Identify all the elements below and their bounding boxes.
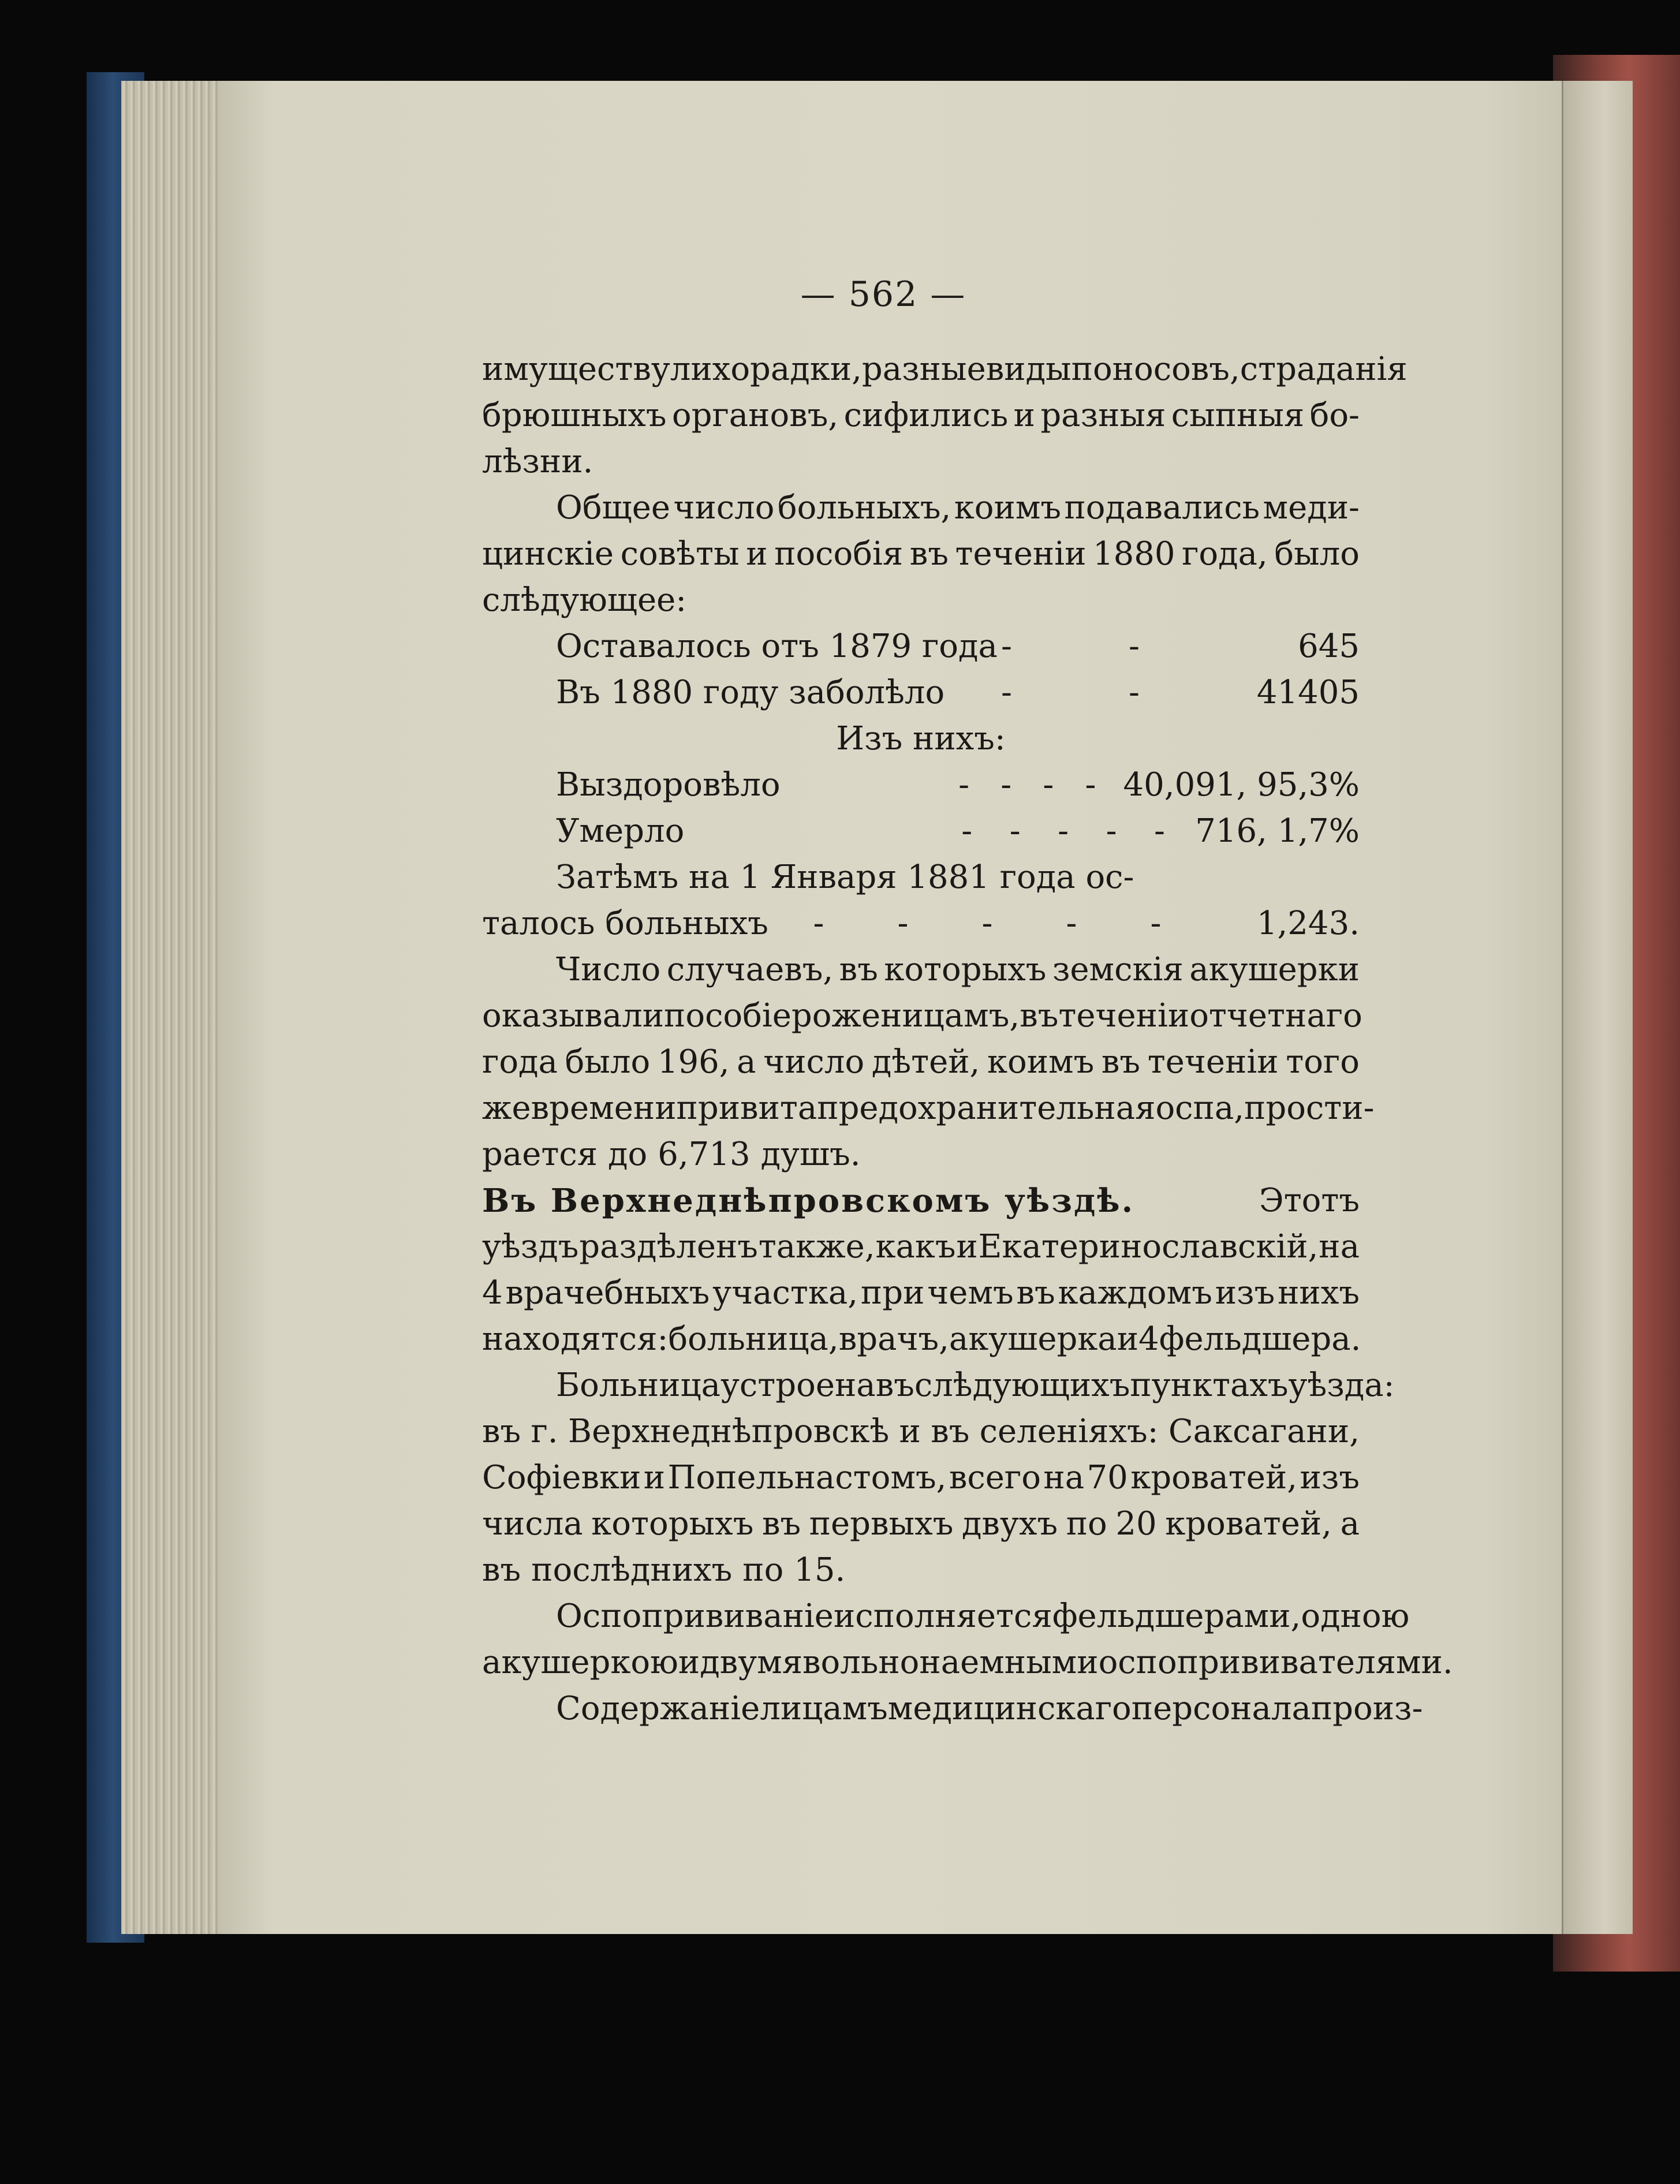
word: 15. [794, 1551, 846, 1589]
word: 4 [1138, 1320, 1159, 1358]
district-heading-line [482, 1178, 1360, 1224]
word: цинскіе [482, 535, 614, 573]
word: врачъ, [838, 1320, 949, 1358]
subheading: Изъ нихъ: [836, 720, 1006, 757]
word: рается [482, 1136, 598, 1173]
word: Оспопрививаніе [556, 1597, 834, 1635]
word: исполняется [833, 1597, 1052, 1635]
word: пособія [774, 535, 904, 573]
word: отчетнаго [1189, 997, 1362, 1035]
word: Верхнеднѣпровскѣ [568, 1413, 890, 1450]
stat-dashes [931, 670, 1209, 716]
word: 1880 [1092, 535, 1175, 573]
stat-value: 716, 1,7% [1195, 812, 1360, 850]
word: совѣты [620, 535, 740, 573]
stat-row [482, 808, 1360, 854]
dash: - [1106, 812, 1117, 850]
word: персонала [1131, 1690, 1311, 1727]
text-line [482, 393, 1360, 439]
word: въ [1016, 1274, 1055, 1312]
word: числа [482, 1505, 583, 1543]
word: уѣздъ [482, 1228, 579, 1265]
stat-label: Въ 1880 году заболѣло [556, 674, 945, 711]
word: послѣднихъ [531, 1551, 733, 1589]
text-line [482, 1224, 1360, 1270]
word: участка, [712, 1274, 858, 1312]
text-line [482, 485, 1360, 531]
text-line [482, 1409, 1360, 1455]
word: и [1117, 1320, 1139, 1358]
page-text [482, 346, 1453, 1732]
word: Больница [556, 1367, 720, 1404]
word: оказывали [482, 997, 664, 1035]
word: больница, [668, 1320, 839, 1358]
word: Содержаніе [556, 1690, 760, 1727]
word: въ [839, 951, 878, 988]
text-line [482, 1270, 1360, 1316]
word: акушерка [949, 1320, 1117, 1358]
dash: - [958, 766, 970, 804]
word: времени [531, 1089, 677, 1127]
district-heading: Въ Верхнеднѣпровскомъ уѣздѣ. [482, 1182, 1135, 1220]
text-line [482, 1316, 1360, 1362]
word: виды [985, 350, 1072, 388]
stat-row [482, 624, 1360, 670]
page-number: — 562 — [800, 274, 966, 315]
word: Саксагани, [1168, 1413, 1360, 1450]
word: фельдшера. [1159, 1320, 1361, 1358]
word: акушерки [1189, 951, 1360, 988]
word: сифились [843, 397, 1009, 434]
dash: - [1129, 628, 1140, 665]
stats-table-2 [482, 762, 1360, 854]
word: въ [482, 1413, 521, 1450]
stat-value: 41405 [1256, 674, 1360, 711]
word: душъ. [760, 1136, 861, 1173]
text-line [482, 531, 1360, 577]
text-line [482, 1640, 1453, 1686]
text-line [482, 1362, 1395, 1409]
word: число [673, 489, 775, 527]
word: сыпныя [1171, 397, 1305, 434]
word: двумя [700, 1644, 803, 1681]
word: же [482, 1089, 531, 1127]
word: того [1286, 1043, 1360, 1081]
word: было [1274, 535, 1360, 573]
word: врачебныхъ [505, 1274, 710, 1312]
word: Попельнастомъ, [667, 1459, 947, 1496]
word: и [899, 1413, 921, 1450]
word: изъ [1215, 1274, 1275, 1312]
word: 196, [657, 1043, 730, 1081]
word: лицамъ [760, 1690, 888, 1727]
word: всего [949, 1459, 1041, 1496]
remaining-line-1: Затѣмъ на 1 Января 1881 года ос- [556, 858, 1134, 896]
word: которыхъ [591, 1505, 754, 1543]
word: поносовъ, [1071, 350, 1240, 388]
stat-dashes [765, 901, 1209, 947]
word: подавались [1064, 489, 1260, 527]
word: акушеркою [482, 1644, 678, 1681]
word: пунктахъ [1130, 1367, 1289, 1404]
text-line [482, 1085, 1375, 1132]
word: коимъ [954, 489, 1062, 527]
word: лѣзни. [482, 443, 593, 480]
word: теченіи [1058, 997, 1190, 1035]
dash: - [961, 812, 973, 850]
word: въ [1020, 997, 1059, 1035]
word: и [678, 1644, 700, 1681]
word: Екатеринославскій, [978, 1228, 1319, 1265]
word: прости- [1244, 1089, 1375, 1127]
word: дѣтей, [871, 1043, 980, 1081]
district-first-word: Этотъ [1259, 1182, 1360, 1219]
stat-row [482, 762, 1360, 808]
stat-row [482, 670, 1360, 716]
text-line [482, 947, 1360, 993]
text-line [482, 993, 1360, 1039]
word: было [565, 1043, 651, 1081]
word: изъ [1300, 1459, 1360, 1496]
word: по [1066, 1505, 1107, 1543]
word: кроватей, [1165, 1505, 1332, 1543]
paragraph-salary [482, 1686, 1423, 1732]
dash: - [1150, 905, 1162, 942]
text-line [482, 1547, 1360, 1593]
word: предохранительная [817, 1089, 1156, 1127]
dash: - [1066, 905, 1077, 942]
word: каждомъ [1058, 1274, 1212, 1312]
word: теченіи [1147, 1043, 1279, 1081]
word: и [746, 535, 768, 573]
word: и [1013, 397, 1035, 434]
word: оспопрививателями. [1098, 1644, 1453, 1681]
dash: - [981, 905, 993, 942]
word: брюшныхъ [482, 397, 667, 434]
paragraph-hospitals [482, 1362, 1395, 1593]
text-line [482, 1039, 1360, 1085]
word: фельдшерами, [1052, 1597, 1301, 1635]
word: уѣзда: [1288, 1367, 1395, 1404]
dash: - [1043, 766, 1054, 804]
word: до [608, 1136, 648, 1173]
dash: - [1009, 812, 1021, 850]
text-line [482, 1132, 1360, 1178]
word: 70 [1087, 1459, 1128, 1496]
paragraph-vaccination [482, 1593, 1453, 1686]
word: разные [861, 350, 986, 388]
text-line [482, 346, 1408, 393]
word: 6,713 [658, 1136, 751, 1173]
word: находятся: [482, 1320, 669, 1358]
word: страданія [1240, 350, 1408, 388]
word: первыхъ [809, 1505, 954, 1543]
word: органовъ, [671, 397, 839, 434]
word: какъ [875, 1228, 956, 1265]
word: число [763, 1043, 865, 1081]
dash: - [1001, 674, 1012, 711]
dash: - [1000, 766, 1012, 804]
word: селеніяхъ: [979, 1413, 1159, 1450]
word: раздѣленъ [579, 1228, 758, 1265]
stat-label: талось больныхъ [482, 905, 768, 942]
stat-value: 1,243. [1256, 905, 1360, 942]
text-line [482, 577, 1360, 624]
word: года, [1182, 535, 1268, 573]
word: двухъ [961, 1505, 1058, 1543]
remaining-line-2 [482, 901, 1360, 947]
word: въ [1101, 1043, 1141, 1081]
word: случаевъ, [666, 951, 834, 988]
word: оспа, [1155, 1089, 1245, 1127]
word: коимъ [987, 1043, 1095, 1081]
word: разныя [1040, 397, 1166, 434]
word: меди- [1263, 489, 1360, 527]
paragraph-diseases [482, 346, 1408, 624]
word: а [737, 1043, 756, 1081]
dash: - [1001, 628, 1012, 665]
stat-dashes [931, 624, 1209, 670]
dash: - [1154, 812, 1165, 850]
word: устроена [720, 1367, 876, 1404]
word: нихъ [1278, 1274, 1360, 1312]
word: лихорадки, [670, 350, 862, 388]
word: по [742, 1551, 784, 1589]
text-line [482, 1455, 1360, 1501]
word: привита [676, 1089, 817, 1127]
word: 4 [482, 1274, 503, 1312]
stat-label: Оставалось отъ 1879 года [556, 628, 998, 665]
word: въ [875, 1367, 914, 1404]
stat-dashes [931, 808, 1195, 854]
paragraph-district [482, 1224, 1360, 1362]
word: теченіи [955, 535, 1087, 573]
word: также, [758, 1228, 875, 1265]
word: года [482, 1043, 558, 1081]
word: больныхъ, [777, 489, 951, 527]
word: 20 [1115, 1505, 1157, 1543]
word: одною [1301, 1597, 1410, 1635]
stats-table-1 [482, 624, 1360, 716]
text-line [482, 1686, 1423, 1732]
word: роженицамъ, [791, 997, 1020, 1035]
word: произ- [1311, 1690, 1423, 1727]
word: при [860, 1274, 925, 1312]
stat-value: 645 [1298, 628, 1360, 665]
word: слѣдующихъ [914, 1367, 1130, 1404]
word: вольнонаемными [802, 1644, 1099, 1681]
word: на [1043, 1459, 1085, 1496]
word: и [956, 1228, 978, 1265]
dash: - [813, 905, 824, 942]
facing-page-edge [1562, 81, 1633, 1934]
dash: - [897, 905, 909, 942]
word: кроватей, [1130, 1459, 1297, 1496]
text-line [482, 1501, 1360, 1547]
dash: - [1129, 674, 1140, 711]
word: въ [909, 535, 949, 573]
word: въ [482, 1551, 521, 1589]
word: и [643, 1459, 666, 1496]
text-line [482, 1593, 1410, 1640]
dash: - [1058, 812, 1069, 850]
word: бо- [1309, 397, 1360, 434]
word: г. [531, 1413, 558, 1450]
word: которыхъ [884, 951, 1047, 988]
stat-value: 40,091, 95,3% [1123, 766, 1360, 804]
word: Общее [556, 489, 670, 527]
word: Софіевки [482, 1459, 641, 1496]
text-line [482, 439, 1360, 485]
word: чемъ [927, 1274, 1014, 1312]
dash: - [1085, 766, 1096, 804]
word: медицинскаго [887, 1690, 1132, 1727]
word: слѣдующее: [482, 581, 687, 619]
word: въ [931, 1413, 970, 1450]
word: имуществу [482, 350, 670, 388]
word: на [1319, 1228, 1360, 1265]
stat-dashes [931, 762, 1123, 808]
word: а [1340, 1505, 1360, 1543]
stat-label: Умерло [556, 812, 685, 850]
word: Число [556, 951, 661, 988]
word: земскія [1052, 951, 1184, 988]
word: пособіе [664, 997, 792, 1035]
stat-label: Выздоровѣло [556, 766, 781, 804]
paragraph-midwives [482, 947, 1375, 1178]
word: въ [761, 1505, 801, 1543]
